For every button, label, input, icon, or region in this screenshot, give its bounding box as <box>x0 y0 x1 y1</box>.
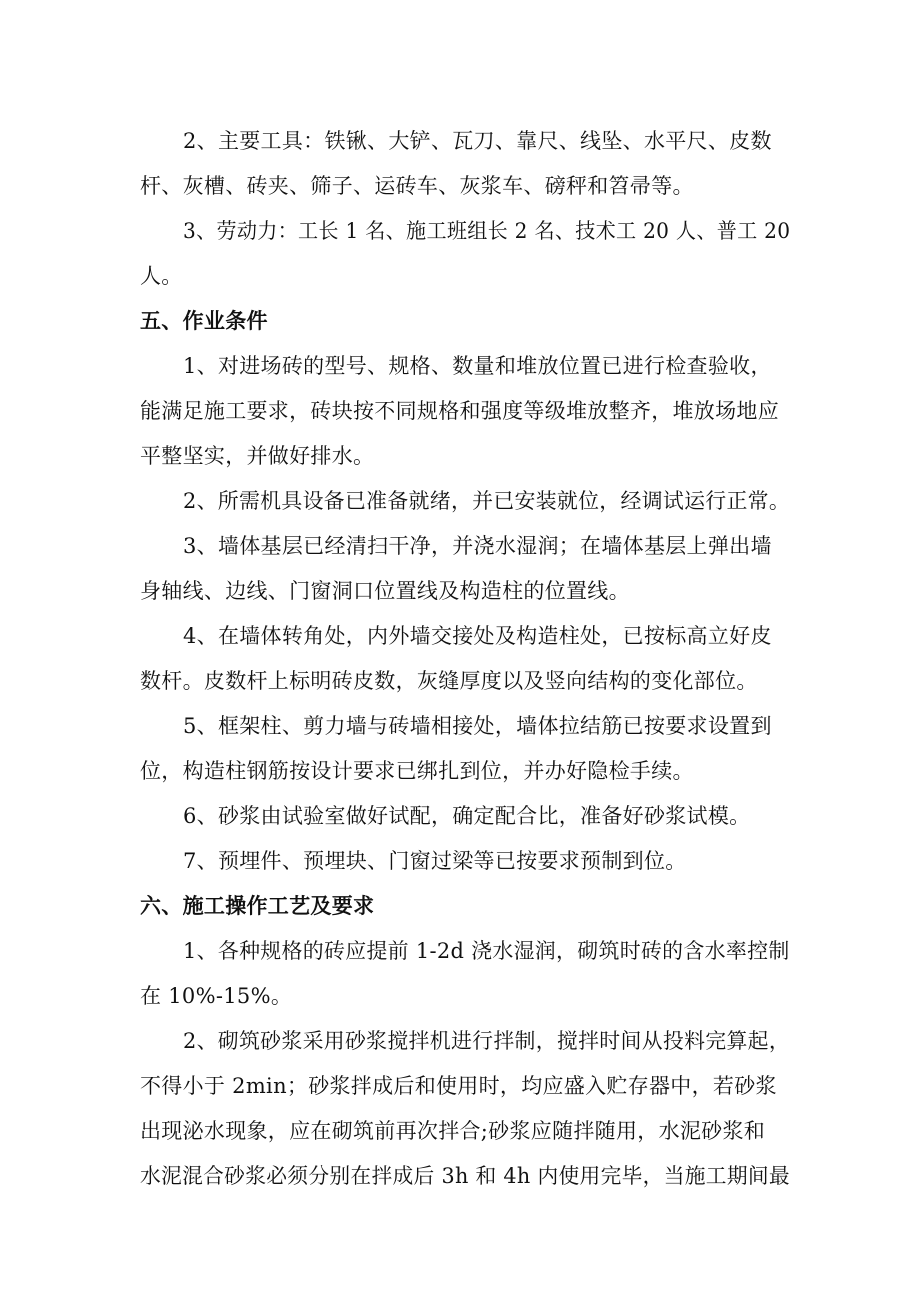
tools-paragraph-line-2: 杆、灰槽、砖夹、筛子、运砖车、灰浆车、磅秤和笤帚等。 <box>140 174 694 198</box>
process-1-line-1: 1、各种规格的砖应提前 1-2d 浇水湿润，砌筑时砖的含水率控制 <box>183 939 790 963</box>
condition-4-line-1: 4、在墙体转角处，内外墙交接处及构造柱处，已按标高立好皮 <box>183 624 772 648</box>
condition-6-line-1: 6、砂浆由试验室做好试配，确定配合比，准备好砂浆试模。 <box>183 804 751 828</box>
condition-4-line-2: 数杆。皮数杆上标明砖皮数，灰缝厚度以及竖向结构的变化部位。 <box>140 669 758 693</box>
process-1-line-2: 在 10%-15%。 <box>140 984 293 1008</box>
process-2-line-1: 2、砌筑砂浆采用砂浆搅拌机进行拌制，搅拌时间从投料完算起， <box>183 1029 791 1053</box>
condition-5-line-2: 位，构造柱钢筋按设计要求已绑扎到位，并办好隐检手续。 <box>140 759 694 783</box>
section-6-heading: 六、施工操作工艺及要求 <box>140 894 375 918</box>
section-5-heading: 五、作业条件 <box>140 309 268 333</box>
condition-7-line-1: 7、预埋件、预埋块、门窗过梁等已按要求预制到位。 <box>183 849 687 873</box>
condition-2-line-1: 2、所需机具设备已准备就绪，并已安装就位，经调试运行正常。 <box>183 489 791 513</box>
tools-paragraph-line-1: 2、主要工具：铁锹、大铲、瓦刀、靠尺、线坠、水平尺、皮数 <box>183 129 772 153</box>
condition-1-line-2: 能满足施工要求，砖块按不同规格和强度等级堆放整齐，堆放场地应 <box>140 399 779 423</box>
labor-paragraph-line-1: 3、劳动力：工长 1 名、施工班组长 2 名、技术工 20 人、普工 20 <box>183 219 791 243</box>
condition-3-line-2: 身轴线、边线、门窗洞口位置线及构造柱的位置线。 <box>140 579 630 603</box>
process-2-line-3: 出现泌水现象，应在砌筑前再次拌合;砂浆应随拌随用，水泥砂浆和 <box>140 1119 766 1143</box>
process-2-line-2: 不得小于 2min；砂浆拌成后和使用时，均应盛入贮存器中，若砂浆 <box>140 1074 777 1098</box>
labor-paragraph-line-2: 人。 <box>140 264 183 288</box>
condition-1-line-1: 1、对进场砖的型号、规格、数量和堆放位置已进行检查验收， <box>183 354 772 378</box>
process-2-line-4: 水泥混合砂浆必须分别在拌成后 3h 和 4h 内使用完毕，当施工期间最 <box>140 1164 790 1188</box>
condition-5-line-1: 5、框架柱、剪力墙与砖墙相接处，墙体拉结筋已按要求设置到 <box>183 714 772 738</box>
condition-1-line-3: 平整坚实，并做好排水。 <box>140 444 375 468</box>
condition-3-line-1: 3、墙体基层已经清扫干净，并浇水湿润；在墙体基层上弹出墙 <box>183 534 772 558</box>
